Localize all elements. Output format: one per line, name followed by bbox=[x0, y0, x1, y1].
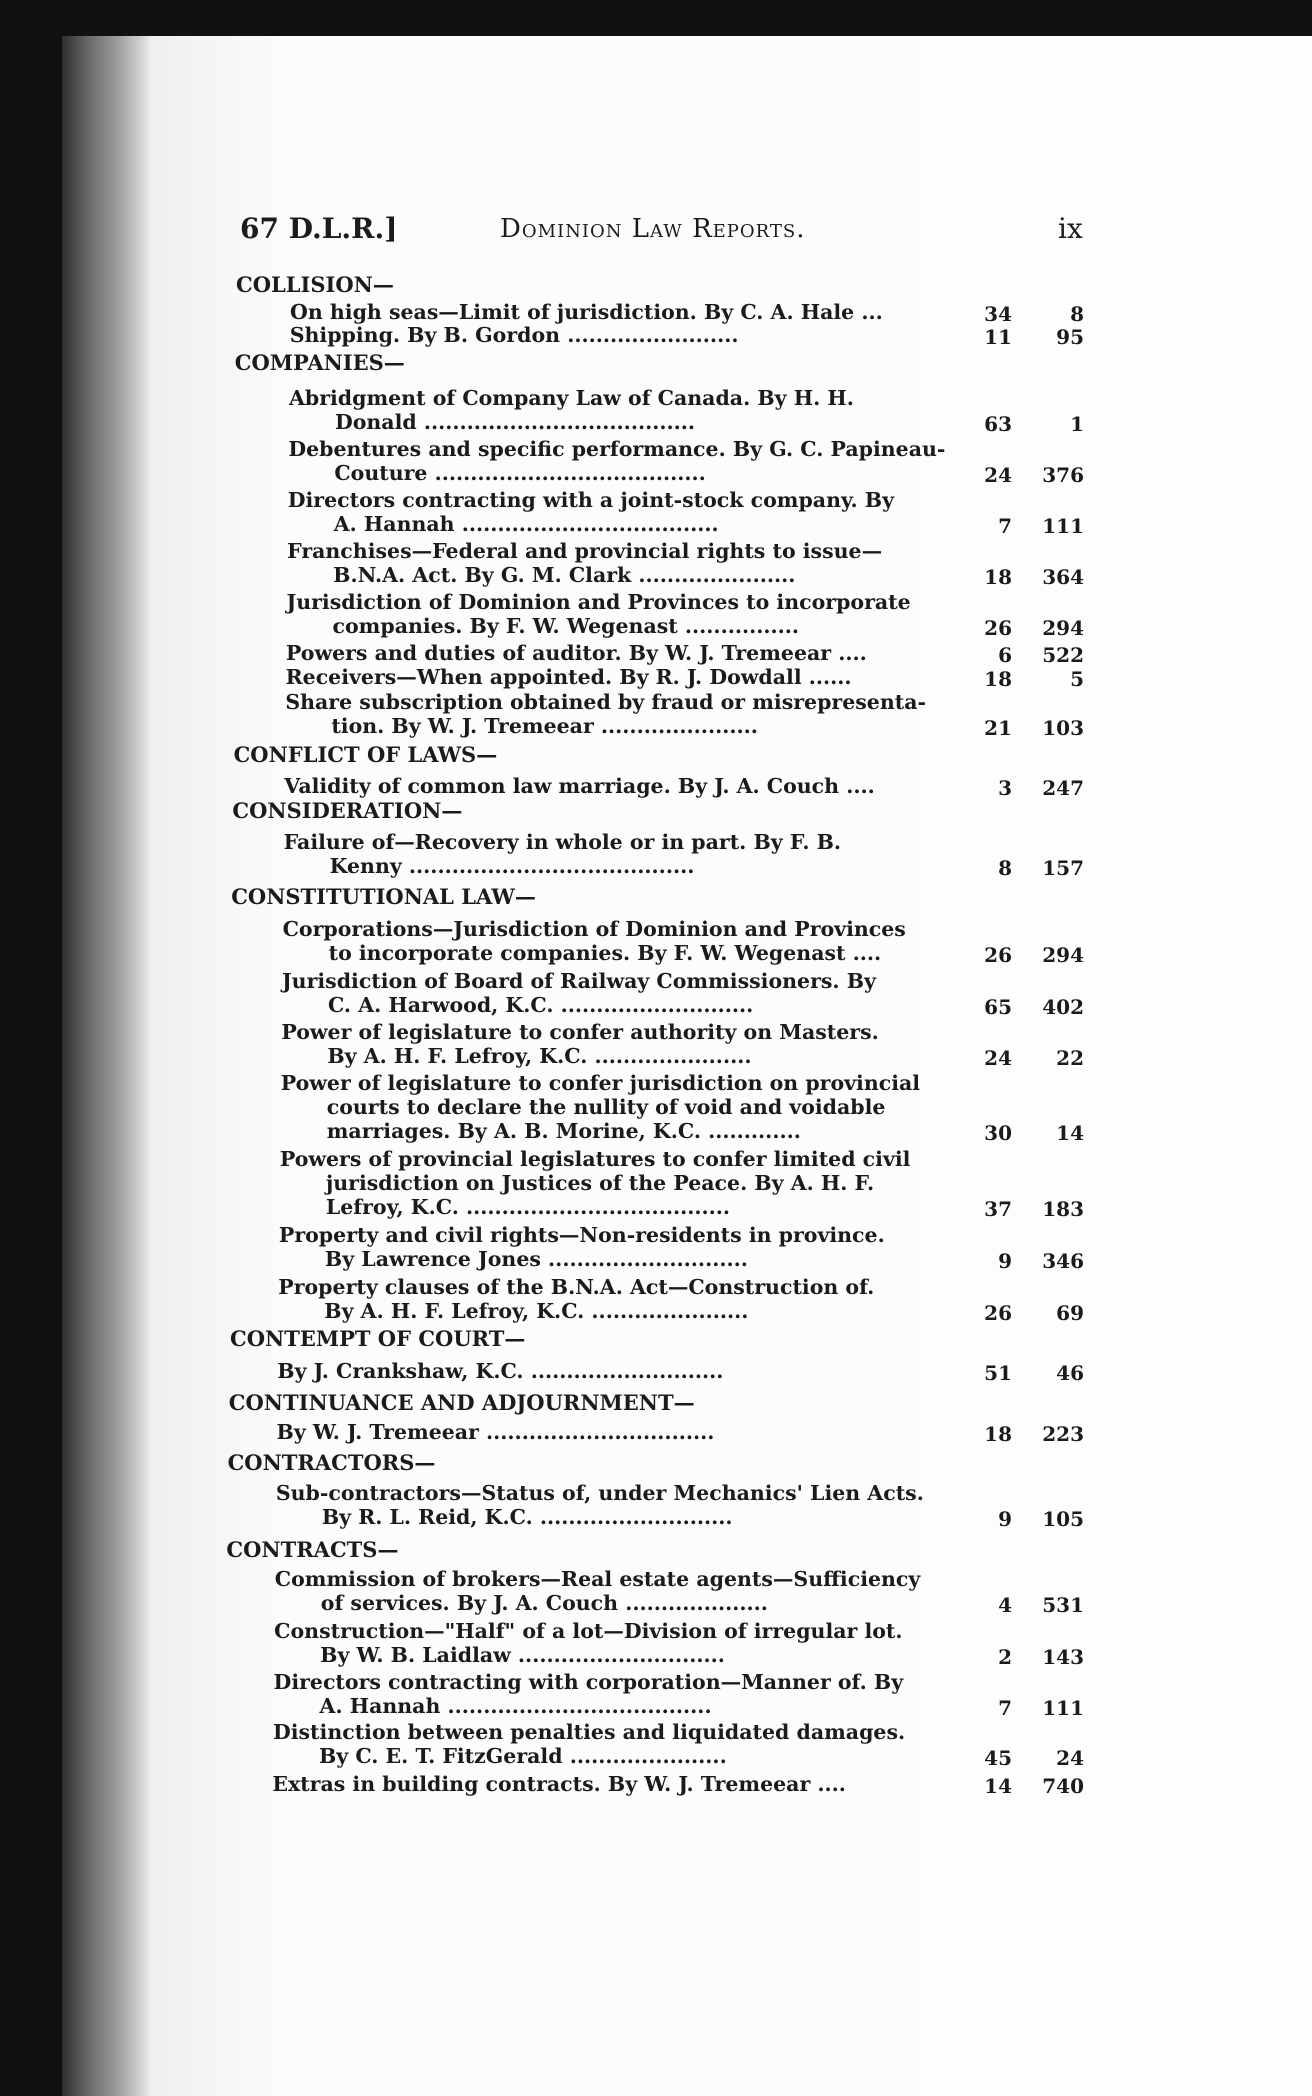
index-entry-text: Abridgment of Company Law of Canada. By H. H. bbox=[288, 386, 854, 410]
index-entry-text: Directors contracting with corporation—Manner of. By bbox=[273, 1670, 904, 1694]
volume-number: 3 bbox=[998, 776, 1012, 800]
index-heading: CONTINUANCE AND ADJOURNMENT— bbox=[228, 1390, 695, 1415]
volume-number: 26 bbox=[984, 943, 1012, 967]
index-entry-continuation: Couture ...................................... bbox=[334, 461, 706, 485]
index-entry-text: Extras in building contracts. By W. J. Tremeear .... bbox=[272, 1772, 846, 1796]
volume-number: 4 bbox=[998, 1593, 1012, 1617]
index-entry-continuation: C. A. Harwood, K.C. ........................... bbox=[327, 993, 754, 1017]
index-entry-text: Share subscription obtained by fraud or misrepresenta- bbox=[285, 690, 927, 714]
index-heading: COLLISION— bbox=[236, 272, 394, 297]
index-entry-text: Property and civil rights—Non-residents in province. bbox=[278, 1223, 885, 1247]
index-entry-continuation: courts to declare the nullity of void and voidable bbox=[326, 1095, 886, 1119]
index-entry-continuation: tion. By W. J. Tremeear ...................... bbox=[331, 714, 758, 738]
volume-number: 8 bbox=[998, 856, 1012, 880]
index-entry-continuation: By A. H. F. Lefroy, K.C. ...................... bbox=[324, 1299, 749, 1323]
page-reference: 69 bbox=[1056, 1301, 1084, 1325]
index-entry-text: Power of legislature to confer jurisdiction on provincial bbox=[280, 1071, 921, 1095]
index-entry-continuation: of services. By J. A. Couch .................... bbox=[320, 1591, 768, 1615]
index-entry-text: Validity of common law marriage. By J. A. Couch .... bbox=[284, 774, 875, 798]
volume-number: 24 bbox=[984, 463, 1012, 487]
index-heading: CONTRACTS— bbox=[226, 1537, 399, 1562]
page-reference: 364 bbox=[1042, 565, 1084, 589]
index-heading: CONTEMPT OF COURT— bbox=[230, 1326, 526, 1351]
volume-number: 18 bbox=[984, 1422, 1012, 1446]
index-entry-text: Distinction between penalties and liquidated damages. bbox=[272, 1720, 906, 1744]
page-reference: 157 bbox=[1042, 856, 1084, 880]
index-entry-continuation: marriages. By A. B. Morine, K.C. ............. bbox=[326, 1119, 801, 1143]
volume-number: 26 bbox=[984, 616, 1012, 640]
index-heading: COMPANIES— bbox=[234, 350, 405, 375]
volume-number: 26 bbox=[984, 1301, 1012, 1325]
page-reference: 103 bbox=[1042, 716, 1084, 740]
page-reference: 8 bbox=[1070, 302, 1084, 326]
index-entry-continuation: By A. H. F. Lefroy, K.C. ...................... bbox=[327, 1044, 752, 1068]
index-entry-text: Shipping. By B. Gordon ........................ bbox=[289, 323, 739, 347]
volume-number: 9 bbox=[998, 1249, 1012, 1273]
index-entry-continuation: to incorporate companies. By F. W. Wegenast .... bbox=[328, 941, 882, 965]
volume-number: 7 bbox=[998, 1696, 1012, 1720]
index-entry-text: Franchises—Federal and provincial rights to issue— bbox=[287, 539, 883, 563]
volume-number: 24 bbox=[984, 1046, 1012, 1070]
index-heading: CONSIDERATION— bbox=[232, 798, 463, 823]
page-number: ix bbox=[1058, 212, 1083, 245]
volume-reference: 67 D.L.R.] bbox=[240, 212, 398, 245]
volume-number: 18 bbox=[984, 565, 1012, 589]
page-reference: 740 bbox=[1042, 1774, 1084, 1798]
index-heading: CONFLICT OF LAWS— bbox=[233, 742, 498, 767]
page-reference: 294 bbox=[1042, 943, 1084, 967]
volume-number: 37 bbox=[984, 1197, 1012, 1221]
page-reference: 522 bbox=[1042, 643, 1084, 667]
page-reference: 223 bbox=[1042, 1422, 1084, 1446]
index-entry-continuation: A. Hannah .................................... bbox=[333, 512, 719, 536]
page-reference: 294 bbox=[1042, 616, 1084, 640]
index-entry-text: By J. Crankshaw, K.C. ........................... bbox=[277, 1359, 724, 1383]
page-reference: 95 bbox=[1056, 325, 1084, 349]
volume-number: 21 bbox=[984, 716, 1012, 740]
index-heading: CONSTITUTIONAL LAW— bbox=[231, 884, 536, 909]
page-reference: 376 bbox=[1042, 463, 1084, 487]
volume-number: 14 bbox=[984, 1774, 1012, 1798]
index-entry-text: Sub-contractors—Status of, under Mechanics' Lien Acts. bbox=[275, 1481, 924, 1505]
page-reference: 24 bbox=[1056, 1746, 1084, 1770]
index-entry-continuation: Donald ...................................... bbox=[334, 410, 696, 434]
running-title: Dominion Law Reports. bbox=[500, 214, 806, 244]
volume-number: 6 bbox=[998, 643, 1012, 667]
index-entry-continuation: companies. By F. W. Wegenast ................ bbox=[332, 614, 800, 638]
index-entry-text: Power of legislature to confer authority on Masters. bbox=[281, 1020, 879, 1044]
index-entry-continuation: By C. E. T. FitzGerald ...................... bbox=[318, 1744, 727, 1768]
index-entry-text: Corporations—Jurisdiction of Dominion and Provinces bbox=[282, 917, 906, 941]
index-entry-text: Failure of—Recovery in whole or in part. By F. B. bbox=[283, 830, 842, 854]
page-reference: 5 bbox=[1070, 667, 1084, 691]
volume-number: 63 bbox=[984, 412, 1012, 436]
volume-number: 51 bbox=[984, 1361, 1012, 1385]
index-entry-continuation: By Lawrence Jones ............................ bbox=[324, 1247, 748, 1271]
volume-number: 2 bbox=[998, 1645, 1012, 1669]
index-entry-continuation: A. Hannah ..................................... bbox=[319, 1694, 712, 1718]
index-entry-text: Powers of provincial legislatures to confer limited civil bbox=[279, 1147, 911, 1171]
volume-number: 34 bbox=[984, 302, 1012, 326]
page-reference: 105 bbox=[1042, 1507, 1084, 1531]
page-reference: 183 bbox=[1042, 1197, 1084, 1221]
index-entry-continuation: Lefroy, K.C. ..................................... bbox=[325, 1195, 731, 1219]
volume-number: 11 bbox=[984, 325, 1012, 349]
page-reference: 531 bbox=[1042, 1593, 1084, 1617]
page-reference: 111 bbox=[1042, 1696, 1084, 1720]
index-entry-continuation: jurisdiction on Justices of the Peace. By A. H. F. bbox=[325, 1171, 875, 1195]
index-entry-text: On high seas—Limit of jurisdiction. By C. A. Hale ... bbox=[290, 300, 883, 324]
index-entry-text: Debentures and specific performance. By G. C. Papineau- bbox=[288, 437, 946, 461]
index-entry-text: Commission of brokers—Real estate agents—Sufficiency bbox=[274, 1567, 921, 1591]
index-entry-text: Jurisdiction of Board of Railway Commissioners. By bbox=[281, 969, 876, 993]
page-reference: 247 bbox=[1042, 776, 1084, 800]
index-entry-text: Property clauses of the B.N.A. Act—Construction of. bbox=[278, 1275, 875, 1299]
index-entry-text: Receivers—When appointed. By R. J. Dowdall ...... bbox=[285, 665, 852, 689]
index-entry-text: By W. J. Tremeear ................................ bbox=[276, 1420, 715, 1444]
volume-number: 65 bbox=[984, 995, 1012, 1019]
index-entry-text: Directors contracting with a joint-stock company. By bbox=[287, 488, 895, 512]
index-entry-continuation: By W. B. Laidlaw ............................. bbox=[320, 1643, 725, 1667]
index-entry-text: Jurisdiction of Dominion and Provinces to incorporate bbox=[286, 590, 911, 614]
volume-number: 9 bbox=[998, 1507, 1012, 1531]
page-reference: 22 bbox=[1056, 1046, 1084, 1070]
volume-number: 18 bbox=[984, 667, 1012, 691]
volume-number: 7 bbox=[998, 514, 1012, 538]
volume-number: 45 bbox=[984, 1746, 1012, 1770]
page-reference: 14 bbox=[1056, 1121, 1084, 1145]
volume-number: 30 bbox=[984, 1121, 1012, 1145]
page-reference: 46 bbox=[1056, 1361, 1084, 1385]
index-heading: CONTRACTORS— bbox=[227, 1450, 436, 1475]
index-entry-text: Construction—"Half" of a lot—Division of irregular lot. bbox=[274, 1619, 903, 1643]
page-reference: 111 bbox=[1042, 514, 1084, 538]
index-entry-continuation: Kenny ........................................ bbox=[329, 854, 695, 878]
index-entry-continuation: By R. L. Reid, K.C. ........................... bbox=[321, 1505, 733, 1529]
index-entry-continuation: B.N.A. Act. By G. M. Clark ...................... bbox=[333, 563, 796, 587]
page-reference: 1 bbox=[1070, 412, 1084, 436]
page-reference: 402 bbox=[1042, 995, 1084, 1019]
page-reference: 143 bbox=[1042, 1645, 1084, 1669]
index-entry-text: Powers and duties of auditor. By W. J. Tremeear .... bbox=[285, 641, 867, 665]
page-reference: 346 bbox=[1042, 1249, 1084, 1273]
